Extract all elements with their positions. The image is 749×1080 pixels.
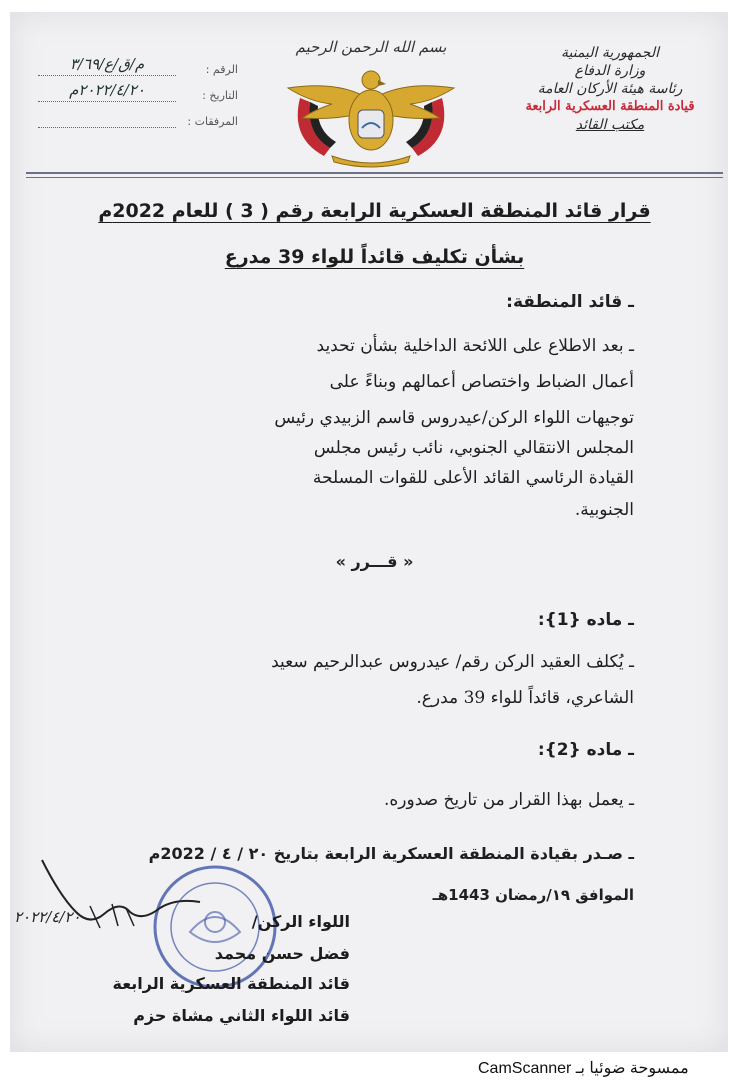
signatory-title-2: قائد اللواء الثاني مشاة حزم [133, 1006, 350, 1025]
org-header [505, 44, 715, 134]
signatory-rank: اللواء الركن/ [251, 912, 350, 931]
ref-date-row [38, 76, 238, 102]
reference-fields [38, 50, 238, 128]
basmala: بسم الله الرحمن الرحيم [295, 38, 447, 56]
article-2-line-1: ـ يعمل بهذا القرار من تاريخ صدوره. [383, 790, 634, 810]
camscanner-prefix: ممسوحة ضوئيا بـ [575, 1060, 689, 1077]
org-line-ministry: وزارة الدفاع [574, 63, 646, 79]
ref-date-label: التاريخ : [202, 89, 238, 102]
preamble-line-2: أعمال الضباط واختصاص أعمالهم وبناءً على [329, 372, 634, 392]
preamble-line-4: المجلس الانتقالي الجنوبي، نائب رئيس مجلس [313, 438, 634, 458]
signatory-name: فضل حسن محمد [214, 944, 350, 963]
ref-number-label: الرقم : [205, 63, 238, 76]
decision-subtitle: بشأن تكليف قائداً للواء 39 مدرع [224, 246, 525, 268]
article-1-line-2: الشاعري، قائداً للواء 39 مدرع. [416, 688, 634, 708]
preamble-line-5: القيادة الرئاسي القائد الأعلى للقوات المسلحة [312, 468, 634, 488]
camscanner-footer [478, 1058, 689, 1078]
handwritten-date: ٢٠٢٢/٤/٢٠ [14, 908, 81, 926]
preamble-line-3: توجيهات اللواء الركن/عيدروس قاسم الزبيدي رئيس [274, 408, 634, 428]
header-divider-thin [26, 177, 723, 178]
org-line-republic: الجمهورية اليمنية [560, 45, 659, 61]
eagle-emblem-icon [280, 58, 462, 170]
org-line-staff: رئاسة هيئة الأركان العامة [537, 81, 683, 97]
ref-number-value: م/ق/ع/٣/٦٩ [38, 53, 176, 76]
article-1-heading: ـ ماده {1}: [537, 610, 634, 630]
emblem-block [280, 36, 462, 174]
ref-attachments-row [38, 102, 238, 128]
org-line-command: قيادة المنطقة العسكرية الرابعة [525, 99, 695, 114]
commander-heading: ـ قائد المنطقة: [506, 292, 634, 312]
ref-attachments-label: المرفقات : [187, 115, 238, 128]
ref-number-row [38, 50, 238, 76]
signatory-title-1: قائد المنطقة العسكرية الرابعة [112, 974, 350, 993]
preamble-line-6: الجنوبية. [574, 500, 634, 520]
article-2-heading: ـ ماده {2}: [537, 740, 634, 760]
decision-label: « قـــرر » [335, 552, 414, 571]
header-divider [26, 172, 723, 174]
issued-line: ـ صـدر بقيادة المنطقة العسكرية الرابعة بتاريخ ٢٠ / ٤ / 2022م [148, 844, 634, 863]
ref-date-value: ٢٠٢٢/٤/٢٠م [38, 79, 176, 102]
decision-title: قرار قائد المنطقة العسكرية الرابعة رقم ( 3 ) للعام 2022م [98, 200, 651, 222]
ref-attachments-value [38, 105, 176, 128]
hijri-date: الموافق ١٩/رمضان 1443هـ [432, 886, 634, 904]
article-1-line-1: ـ يُكلف العقيد الركن رقم/ عيدروس عبدالرحيم سعيد [271, 652, 634, 672]
org-line-office: مكتب القائد [575, 117, 645, 133]
camscanner-brand: CamScanner [478, 1060, 572, 1077]
preamble-line-1: ـ بعد الاطلاع على اللائحة الداخلية بشأن تحديد [316, 336, 634, 356]
